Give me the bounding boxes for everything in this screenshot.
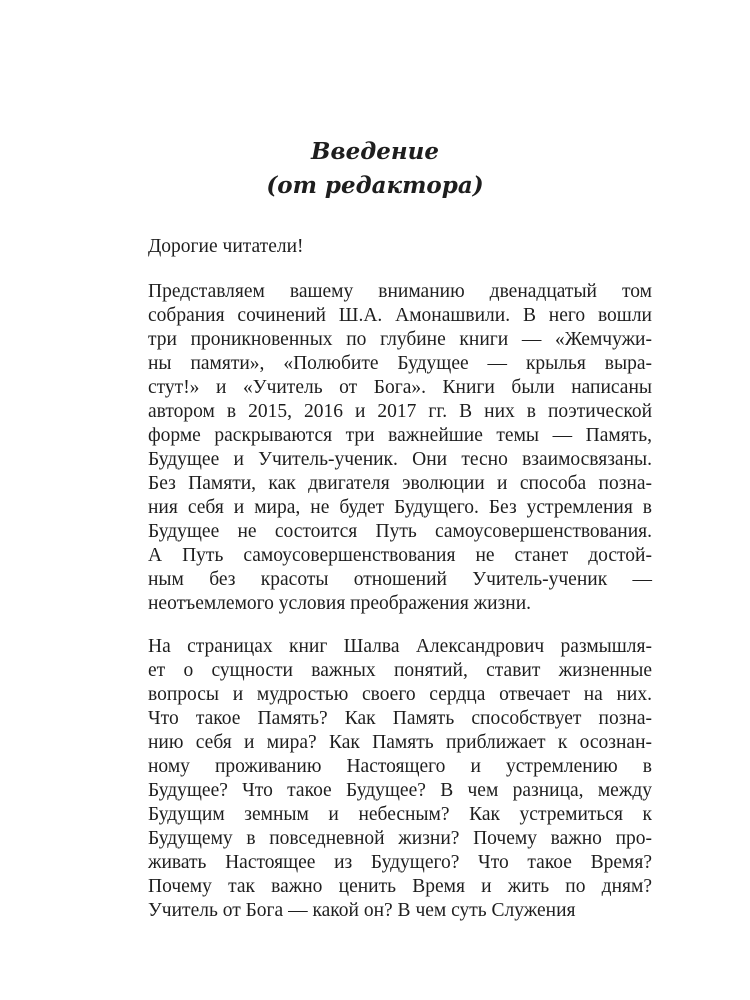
chapter-title [0,135,750,203]
chapter-title-line: Введение [311,138,439,165]
text-line: Почему так важно ценить Время и жить по дням? [148,876,652,897]
text-line: А Путь самоусовершенствования не станет достой- [148,545,652,566]
text-line: три проникновенных по глубине книги — «Жемчужи- [148,329,652,350]
text-line: ным без красоты отношений Учитель-ученик — [148,569,652,590]
text-line: ния себя и мира, не будет Будущего. Без устремления в [148,497,652,518]
text-line: Будущим земным и небесным? Как устремиться к [148,804,652,825]
text-line: Что такое Память? Как Память способствует позна- [148,708,652,729]
text-line: форме раскрываются три важнейшие темы — Память, [148,425,652,446]
paragraph-1 [148,280,652,616]
text-line: Без Памяти, как двигателя эволюции и способа позна- [148,473,652,494]
paragraph-2 [148,635,652,923]
text-line: ному проживанию Настоящего и устремлению в [148,756,652,777]
text-line: неотъемлемого условия преображения жизни. [148,593,532,614]
greeting-text: Дорогие читатели! [148,236,304,257]
text-line: живать Настоящее из Будущего? Что такое Время? [148,852,652,873]
text-line: Учитель от Бога — какой он? В чем суть Служения [148,900,576,921]
chapter-subtitle-line: (от редактора) [266,172,484,199]
text-line: нию себя и мира? Как Память приближает к осознан- [148,732,652,753]
text-line: вопросы и мудростью своего сердца отвечает на них. [148,684,652,705]
text-line: Будущее и Учитель-ученик. Они тесно взаимосвязаны. [148,449,652,470]
text-line: стут!» и «Учитель от Бога». Книги были написаны [148,377,652,398]
text-line: собрания сочинений Ш.А. Амонашвили. В него вошли [148,305,652,326]
text-line: На страницах книг Шалва Александрович размышля- [148,636,652,657]
text-line: автором в 2015, 2016 и 2017 гг. В них в поэтической [148,401,652,422]
greeting [148,235,652,259]
text-line: ет о сущности важных понятий, ставит жизненные [148,660,652,681]
text-line: Будущее? Что такое Будущее? В чем разница, между [148,780,652,801]
text-line: Будущее не состоится Путь самоусовершенствования. [148,521,652,542]
text-line: ны памяти», «Полюбите Будущее — крылья выра- [148,353,652,374]
text-line: Представляем вашему вниманию двенадцатый том [148,281,652,302]
text-line: Будущему в повседневной жизни? Почему важно про- [148,828,652,849]
